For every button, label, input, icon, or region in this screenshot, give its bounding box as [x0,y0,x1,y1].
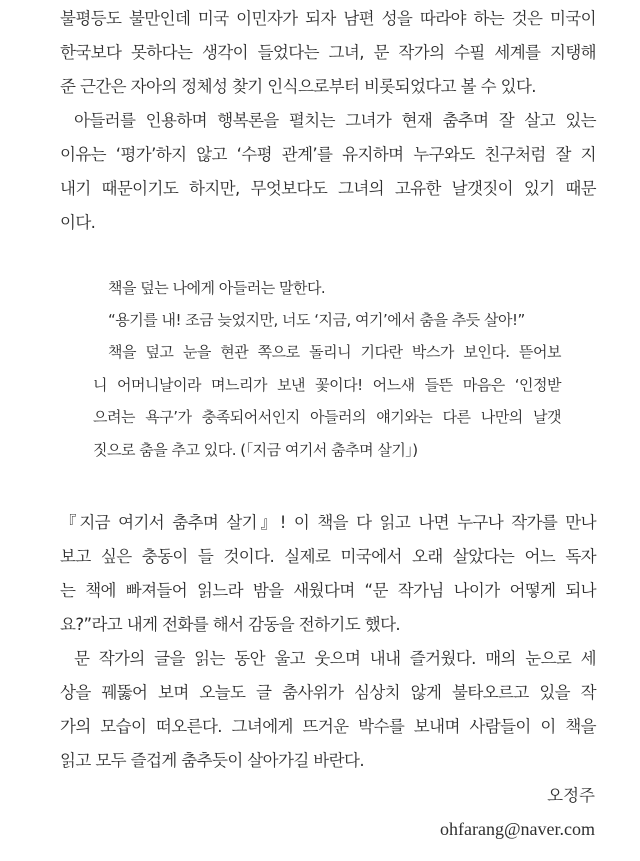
quote-line: 으려는 욕구’가 충족되어서인지 아들러의 얘기와는 다른 나만의 날갯 [93,408,561,426]
quote-line: 니 어머니날이라 며느리가 보낸 꽃이다! 어느새 들뜬 마음은 ‘인정받 [93,376,561,394]
body-line: 요?”라고 내게 전화를 해서 감동을 전하기도 했다. [60,615,401,634]
body-line: 준 근간은 자아의 정체성 찾기 인식으로부터 비롯되었다고 볼 수 있다. [60,77,536,96]
body-line: 보고 싶은 충동이 들 것이다. 실제로 미국에서 오래 살았다는 어느 독자 [60,547,596,566]
body-line: 상을 꿰뚫어 보며 오늘도 글 춤사위가 심상치 않게 불타오르고 있을 작 [60,683,596,702]
body-line: 이다. [60,213,96,232]
body-line: 는 책에 빠져들어 읽느라 밤을 새웠다며 “문 작가님 나이가 어떻게 되나 [60,581,596,600]
body-line: 문 작가의 글을 읽는 동안 울고 웃으며 내내 즐거웠다. 매의 눈으로 세 [74,649,596,668]
body-line: 한국보다 못하다는 생각이 들었다는 그녀, 문 작가의 수필 세계를 지탱해 [60,43,596,62]
author-name: 오정주 [547,786,595,805]
body-line: 읽고 모두 즐겁게 춤추듯이 살아가길 바란다. [60,751,364,770]
body-line: 가의 모습이 떠오른다. 그녀에게 뜨거운 박수를 보내며 사람들이 이 책을 [60,717,596,736]
quote-line: 책을 덮고 눈을 현관 쪽으로 돌리니 기다란 박스가 보인다. 뜯어보 [108,343,561,361]
quote-line: “용기를 내! 조금 늦었지만, 너도 ‘지금, 여기’에서 춤을 추듯 살아!” [108,311,525,329]
body-line: 『지금 여기서 춤추며 살기』! 이 책을 다 읽고 나면 누구나 작가를 만나 [60,513,596,532]
quote-line: 책을 덮는 나에게 아들러는 말한다. [108,279,326,297]
body-line: 불평등도 불만인데 미국 이민자가 되자 남편 성을 따라야 하는 것은 미국이 [60,9,596,28]
body-line: 내기 때문이기도 하지만, 무엇보다도 그녀의 고유한 날갯짓이 있기 때문 [60,179,596,198]
body-line: 이유는 ‘평가’하지 않고 ‘수평 관계’를 유지하며 누구와도 친구처럼 잘 지 [60,145,596,164]
quote-line: 짓으로 춤을 추고 있다. (「지금 여기서 춤추며 살기」) [93,441,418,459]
body-line: 아들러를 인용하며 행복론을 펼치는 그녀가 현재 춤추며 잘 살고 있는 [74,111,596,130]
author-email: ohfarang@naver.com [439,819,595,839]
